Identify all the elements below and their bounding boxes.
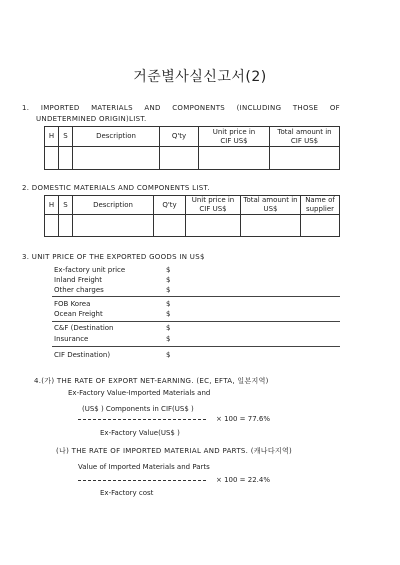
formula-b-denominator: Ex-Factory cost	[100, 489, 154, 497]
formula-a-line1: Ex-Factory Value-Imported Materials and	[68, 389, 211, 397]
currency-symbol: $	[166, 286, 171, 294]
fraction-bar	[78, 419, 206, 420]
table-cell	[270, 147, 340, 170]
imported-materials-table	[44, 126, 340, 170]
col-description-header: Description	[73, 127, 160, 147]
unit-price-label-line1: Unit price in	[191, 196, 235, 204]
col-unit-price-header	[199, 127, 270, 147]
col-h-header: H	[45, 127, 59, 147]
heading-word: 1.	[22, 104, 30, 112]
table-cell	[73, 147, 160, 170]
col-s-header: S	[59, 127, 73, 147]
currency-symbol: $	[166, 300, 171, 308]
currency-symbol: $	[166, 310, 171, 318]
table-cell	[45, 215, 59, 237]
section4-heading-a: 4.(가) THE RATE OF EXPORT NET-EARNING. (EC, EFTA, 일본지역)	[34, 377, 269, 385]
section1-heading-line1	[22, 103, 340, 114]
heading-word: OF	[329, 104, 340, 112]
divider	[52, 296, 340, 297]
col-supplier-header	[301, 196, 340, 215]
heading-word: IMPORTED	[40, 104, 80, 112]
table-cell	[45, 147, 59, 170]
price-label: Ocean Freight	[54, 310, 103, 318]
table-cell	[154, 215, 186, 237]
currency-symbol: $	[166, 351, 171, 359]
col-total-amount-header	[241, 196, 301, 215]
col-total-amount-header	[270, 127, 340, 147]
section1-heading	[22, 103, 340, 125]
supplier-label-line2: supplier	[305, 205, 335, 213]
formula-b-result: × 100 = 22.4%	[216, 476, 271, 484]
unit-price-label-line2: CIF US$	[199, 205, 227, 213]
price-label: CIF Destination)	[54, 351, 111, 359]
total-amount-label-line2: CIF US$	[290, 136, 319, 145]
currency-symbol: $	[166, 335, 171, 343]
formula-a-numerator: (US$ ) Components in CIF(US$ )	[82, 405, 194, 413]
table-cell	[59, 147, 73, 170]
heading-word: (INCLUDING	[236, 104, 282, 112]
col-unit-price-header	[186, 196, 241, 215]
section3-heading: 3. UNIT PRICE OF THE EXPORTED GOODS IN US$	[22, 253, 205, 261]
page-title: 거준별사실신고서(2)	[133, 69, 267, 85]
formula-a-result: × 100 = 77.6%	[216, 415, 271, 423]
price-label: Inland Freight	[54, 276, 102, 284]
section4-heading-b: (나) THE RATE OF IMPORTED MATERIAL AND PARTS. (캐나다지역)	[56, 447, 293, 455]
col-qty-header: Q'ty	[160, 127, 199, 147]
heading-word: MATERIALS	[91, 104, 133, 112]
table-cell	[73, 215, 154, 237]
section1-heading-line2: UNDETERMINED ORIGIN)LIST.	[36, 115, 147, 123]
formula-a-denominator: Ex-Factory Value(US$ )	[100, 429, 180, 437]
price-label: FOB Korea	[54, 300, 91, 308]
total-amount-label-line1: Total amount in	[277, 127, 332, 136]
heading-word: AND	[144, 104, 161, 112]
price-label: Ex-factory unit price	[54, 266, 126, 274]
table-row	[45, 147, 340, 170]
divider	[52, 346, 340, 347]
col-qty-header: Q'ty	[154, 196, 186, 215]
total-amount-label-line2: US$	[263, 205, 278, 213]
col-s-header: S	[59, 196, 73, 215]
table-cell	[241, 215, 301, 237]
total-amount-label-line1: Total amount in	[243, 196, 298, 204]
section2-heading: 2. DOMESTIC MATERIALS AND COMPONENTS LIST.	[22, 184, 210, 192]
unit-price-label-line2: CIF US$	[220, 136, 248, 145]
col-h-header: H	[45, 196, 59, 215]
table-header-row	[45, 127, 340, 147]
fraction-bar	[78, 480, 206, 481]
heading-word: THOSE	[292, 104, 319, 112]
col-description-header: Description	[73, 196, 154, 215]
supplier-label-line1: Name of	[305, 196, 335, 204]
table-cell	[160, 147, 199, 170]
divider	[52, 321, 340, 322]
price-label: C&F (Destination	[54, 324, 114, 332]
formula-b-numerator: Value of Imported Materials and Parts	[78, 463, 210, 471]
price-label: Other charges	[54, 286, 104, 294]
unit-price-label-line1: Unit price in	[212, 127, 256, 136]
table-cell	[199, 147, 270, 170]
table-cell	[186, 215, 241, 237]
currency-symbol: $	[166, 276, 171, 284]
table-cell	[59, 215, 73, 237]
domestic-materials-table	[44, 195, 340, 237]
currency-symbol: $	[166, 324, 171, 332]
currency-symbol: $	[166, 266, 171, 274]
table-cell	[301, 215, 340, 237]
table-row	[45, 215, 340, 237]
table-header-row	[45, 196, 340, 215]
price-label: Insurance	[54, 335, 89, 343]
heading-word: COMPONENTS	[172, 104, 226, 112]
